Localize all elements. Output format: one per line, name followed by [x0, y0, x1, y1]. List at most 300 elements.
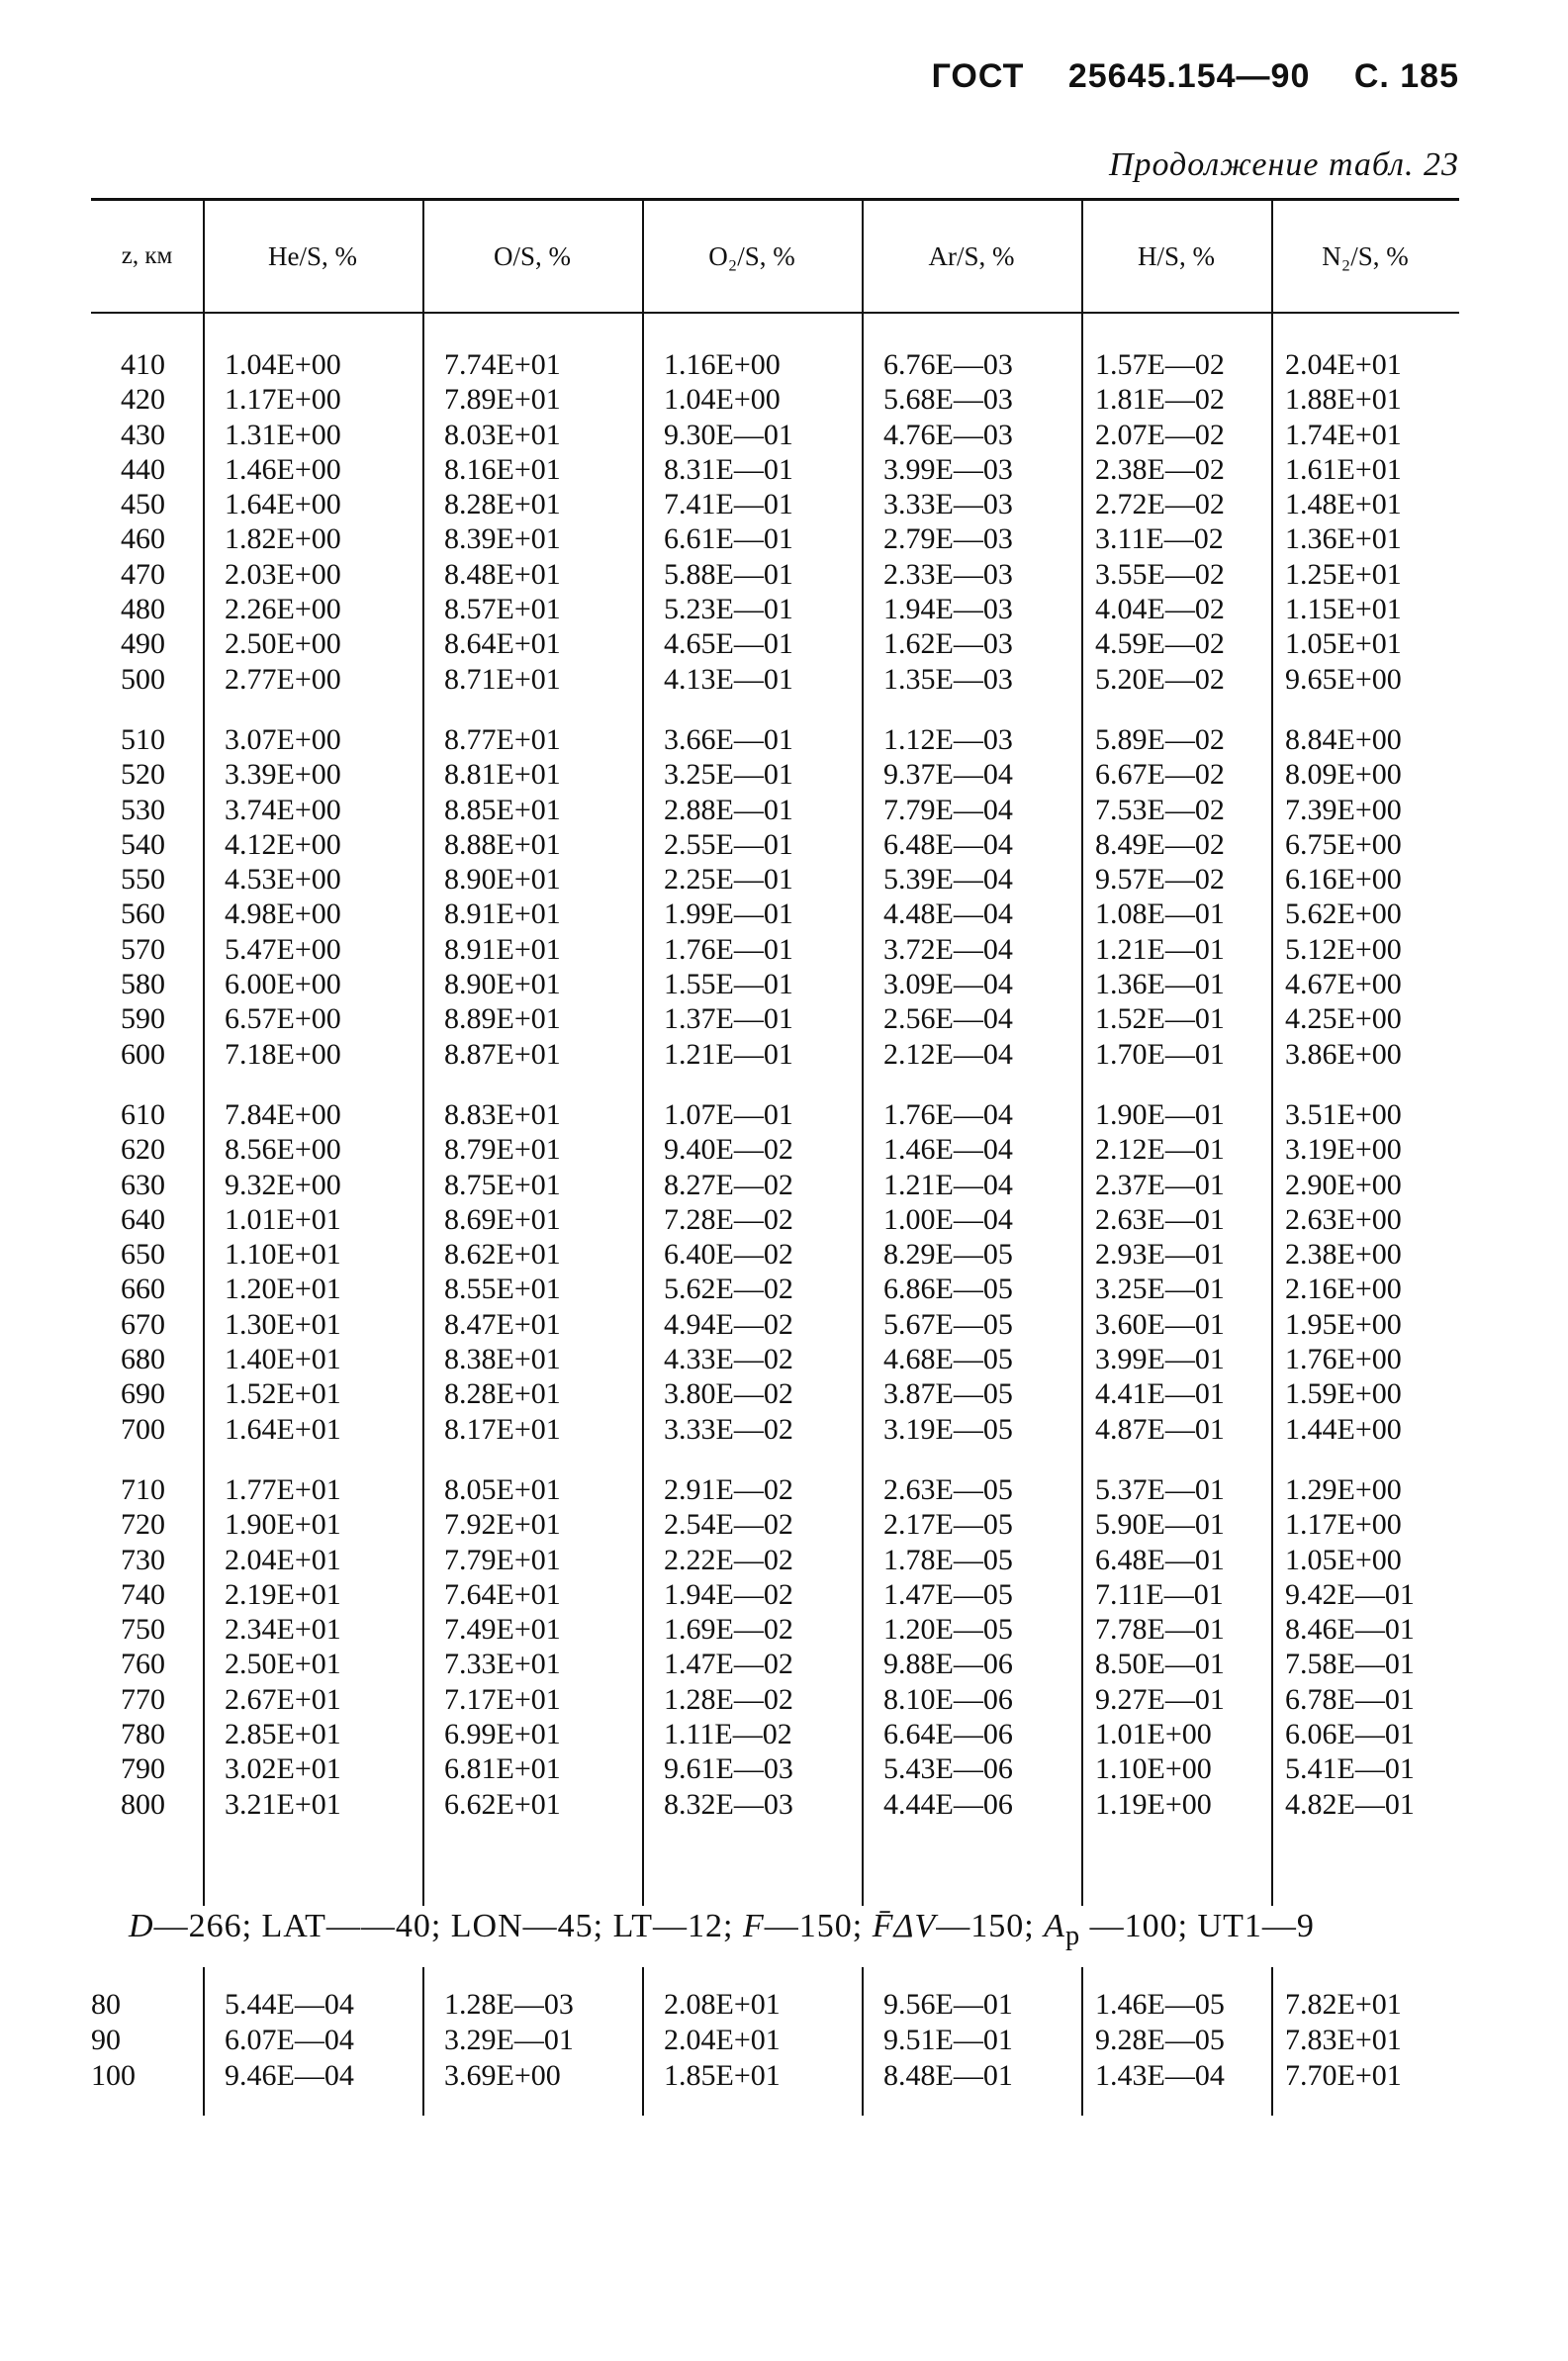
cell-ar: 2.56E—04	[883, 1002, 1013, 1036]
column-header-he: He/S, %	[268, 240, 357, 271]
table-row	[91, 1132, 1459, 1167]
cell-h: 4.04E—02	[1095, 593, 1225, 626]
cell-o: 8.87E+01	[444, 1037, 561, 1071]
cell-altitude: 670	[121, 1307, 165, 1341]
cell-he: 5.44E—04	[225, 1988, 354, 2021]
cell-o2: 1.28E—02	[664, 1682, 793, 1716]
cell-altitude: 550	[121, 863, 165, 897]
cell-o2: 5.23E—01	[664, 593, 793, 626]
table-row	[91, 862, 1459, 897]
cell-ar: 6.48E—04	[883, 827, 1013, 861]
cell-n2: 1.29E+00	[1285, 1472, 1402, 1506]
cell-o2: 6.61E—01	[664, 522, 793, 556]
cell-ar: 2.79E—03	[883, 522, 1013, 556]
cell-o2: 1.11E—02	[664, 1717, 792, 1750]
cell-o: 8.16E+01	[444, 452, 561, 486]
cell-ar: 3.87E—05	[883, 1377, 1013, 1411]
cell-o: 8.81E+01	[444, 758, 561, 792]
cell-he: 4.98E+00	[225, 897, 341, 931]
cell-o2: 1.76E—01	[664, 932, 793, 966]
cell-he: 1.20E+01	[225, 1273, 341, 1306]
cell-h: 3.55E—02	[1095, 557, 1225, 591]
cell-he: 1.04E+00	[225, 348, 341, 381]
cell-ar: 6.86E—05	[883, 1273, 1013, 1306]
cell-ar: 1.20E—05	[883, 1613, 1013, 1647]
cell-n2: 2.90E+00	[1285, 1168, 1402, 1201]
cell-ar: 5.67E—05	[883, 1307, 1013, 1341]
cell-o2: 1.55E—01	[664, 968, 793, 1001]
table-row	[91, 1272, 1459, 1306]
cell-he: 6.00E+00	[225, 968, 341, 1001]
cell-o: 8.48E+01	[444, 557, 561, 591]
cell-altitude: 540	[121, 827, 165, 861]
table-row	[91, 722, 1459, 757]
cell-o: 8.62E+01	[444, 1238, 561, 1272]
cell-he: 1.30E+01	[225, 1307, 341, 1341]
cell-h: 7.53E—02	[1095, 793, 1225, 826]
cell-he: 2.04E+01	[225, 1543, 341, 1576]
cell-ar: 2.12E—04	[883, 1037, 1013, 1071]
cell-o: 8.03E+01	[444, 418, 561, 451]
cell-altitude: 710	[121, 1472, 165, 1506]
cell-ar: 5.43E—06	[883, 1752, 1013, 1786]
cell-o2: 2.25E—01	[664, 863, 793, 897]
table-caption: Продолжение табл. 23	[1108, 146, 1459, 183]
cell-he: 2.50E+00	[225, 627, 341, 661]
cell-n2: 3.86E+00	[1285, 1037, 1402, 1071]
cell-o: 8.90E+01	[444, 863, 561, 897]
cell-o2: 3.66E—01	[664, 722, 793, 756]
cell-ar: 1.00E—04	[883, 1202, 1013, 1236]
cell-o2: 1.37E—01	[664, 1002, 793, 1036]
table-row	[91, 1001, 1459, 1036]
cell-o2: 1.04E+00	[664, 383, 781, 417]
cell-altitude: 640	[121, 1202, 165, 1236]
cell-n2: 3.51E+00	[1285, 1097, 1402, 1131]
cell-o: 8.39E+01	[444, 522, 561, 556]
cell-he: 2.50E+01	[225, 1648, 341, 1681]
cell-o: 8.57E+01	[444, 593, 561, 626]
cell-he: 1.90E+01	[225, 1508, 341, 1542]
cell-he: 1.40E+01	[225, 1343, 341, 1376]
cell-n2: 1.76E+00	[1285, 1343, 1402, 1376]
table-row	[91, 1307, 1459, 1342]
cell-ar: 1.21E—04	[883, 1168, 1013, 1201]
table-row	[91, 1412, 1459, 1447]
table-row	[91, 1168, 1459, 1202]
table-header-row	[91, 201, 1459, 312]
cell-ar: 4.48E—04	[883, 897, 1013, 931]
table-row	[91, 557, 1459, 592]
cell-ar: 1.76E—04	[883, 1097, 1013, 1131]
cell-h: 7.78E—01	[1095, 1613, 1225, 1647]
cell-ar: 5.68E—03	[883, 383, 1013, 417]
cell-altitude: 90	[91, 2024, 121, 2056]
cell-ar: 3.72E—04	[883, 932, 1013, 966]
cell-altitude: 760	[121, 1648, 165, 1681]
cell-o2: 4.65E—01	[664, 627, 793, 661]
cell-o: 6.81E+01	[444, 1752, 561, 1786]
cell-n2: 1.48E+01	[1285, 488, 1402, 521]
cell-altitude: 630	[121, 1168, 165, 1201]
cell-he: 9.32E+00	[225, 1168, 341, 1201]
cell-altitude: 520	[121, 758, 165, 792]
cell-ar: 9.56E—01	[883, 1988, 1013, 2021]
cell-altitude: 80	[91, 1988, 121, 2021]
table-row	[91, 662, 1459, 697]
cell-altitude: 440	[121, 452, 165, 486]
cell-o: 8.83E+01	[444, 1097, 561, 1131]
param-fdv-value: —150;	[936, 1908, 1045, 1944]
cell-h: 1.52E—01	[1095, 1002, 1225, 1036]
cell-h: 1.21E—01	[1095, 932, 1225, 966]
cell-ar: 4.68E—05	[883, 1343, 1013, 1376]
cell-ar: 9.37E—04	[883, 758, 1013, 792]
cell-altitude: 770	[121, 1682, 165, 1716]
cell-he: 1.17E+00	[225, 383, 341, 417]
cell-ar: 7.79E—04	[883, 793, 1013, 826]
cell-altitude: 600	[121, 1037, 165, 1071]
cell-altitude: 610	[121, 1097, 165, 1131]
cell-h: 3.60E—01	[1095, 1307, 1225, 1341]
cell-o: 8.69E+01	[444, 1202, 561, 1236]
cell-o: 8.85E+01	[444, 793, 561, 826]
cell-he: 1.77E+01	[225, 1472, 341, 1506]
cell-n2: 9.42E—01	[1285, 1577, 1415, 1611]
cell-n2: 1.59E+00	[1285, 1377, 1402, 1411]
table-row	[91, 1987, 1459, 2023]
cell-h: 4.87E—01	[1095, 1412, 1225, 1446]
cell-h: 2.37E—01	[1095, 1168, 1225, 1201]
cell-altitude: 720	[121, 1508, 165, 1542]
cell-o: 8.55E+01	[444, 1273, 561, 1306]
cell-he: 3.39E+00	[225, 758, 341, 792]
cell-n2: 4.82E—01	[1285, 1787, 1415, 1821]
cell-ar: 2.33E—03	[883, 557, 1013, 591]
cell-n2: 1.17E+00	[1285, 1508, 1402, 1542]
cell-n2: 1.95E+00	[1285, 1307, 1402, 1341]
cell-o2: 2.22E—02	[664, 1543, 793, 1576]
cell-n2: 5.41E—01	[1285, 1752, 1415, 1786]
table-row	[91, 967, 1459, 1001]
param-fdv-symbol: F̄ΔV	[872, 1908, 937, 1944]
cell-o2: 1.47E—02	[664, 1648, 793, 1681]
cell-altitude: 420	[121, 383, 165, 417]
column-header-h: H/S, %	[1137, 240, 1215, 271]
cell-he: 6.07E—04	[225, 2024, 354, 2056]
cell-o: 8.28E+01	[444, 1377, 561, 1411]
cell-n2: 6.75E+00	[1285, 827, 1402, 861]
cell-he: 7.84E+00	[225, 1097, 341, 1131]
table-row	[91, 793, 1459, 827]
cell-o2: 7.41E—01	[664, 488, 793, 521]
cell-h: 1.01E+00	[1095, 1717, 1212, 1750]
cell-he: 1.46E+00	[225, 452, 341, 486]
table-row	[91, 1647, 1459, 1681]
cell-ar: 6.76E—03	[883, 348, 1013, 381]
column-header-ar: Ar/S, %	[928, 240, 1015, 271]
page-header	[932, 57, 1459, 96]
cell-n2: 4.25E+00	[1285, 1002, 1402, 1036]
cell-n2: 9.65E+00	[1285, 662, 1402, 696]
row-group	[91, 722, 1459, 1072]
cell-altitude: 620	[121, 1133, 165, 1167]
cell-altitude: 480	[121, 593, 165, 626]
cell-h: 3.25E—01	[1095, 1273, 1225, 1306]
cell-h: 2.72E—02	[1095, 488, 1225, 521]
param-f-symbol: F	[742, 1908, 765, 1944]
cell-o2: 1.16E+00	[664, 348, 781, 381]
cell-n2: 2.38E+00	[1285, 1238, 1402, 1272]
table-row	[91, 932, 1459, 967]
cell-o: 8.47E+01	[444, 1307, 561, 1341]
table-row	[91, 347, 1459, 382]
cell-n2: 5.12E+00	[1285, 932, 1402, 966]
cell-n2: 5.62E+00	[1285, 897, 1402, 931]
cell-o2: 4.13E—01	[664, 662, 793, 696]
cell-he: 2.19E+01	[225, 1577, 341, 1611]
cell-o2: 2.54E—02	[664, 1508, 793, 1542]
cell-h: 6.67E—02	[1095, 758, 1225, 792]
cell-ar: 3.33E—03	[883, 488, 1013, 521]
cell-ar: 3.09E—04	[883, 968, 1013, 1001]
table-row	[91, 626, 1459, 661]
cell-ar: 8.29E—05	[883, 1238, 1013, 1272]
column-header-o2: O₂/S, %	[708, 240, 795, 271]
cell-h: 1.08E—01	[1095, 897, 1225, 931]
cell-ar: 8.10E—06	[883, 1682, 1013, 1716]
cell-he: 1.64E+00	[225, 488, 341, 521]
cell-h: 1.81E—02	[1095, 383, 1225, 417]
cell-ar: 1.35E—03	[883, 662, 1013, 696]
cell-h: 3.99E—01	[1095, 1343, 1225, 1376]
cell-o: 8.28E+01	[444, 488, 561, 521]
cell-altitude: 100	[91, 2059, 136, 2092]
cell-o2: 3.80E—02	[664, 1377, 793, 1411]
table-row	[91, 827, 1459, 862]
cell-n2: 7.82E+01	[1285, 1988, 1402, 2021]
cell-ar: 2.63E—05	[883, 1472, 1013, 1506]
row-group	[91, 1097, 1459, 1447]
cell-o2: 2.04E+01	[664, 2024, 781, 2056]
cell-o2: 4.33E—02	[664, 1343, 793, 1376]
column-header-altitude: z, км	[121, 242, 173, 269]
table-row	[91, 1472, 1459, 1507]
cell-altitude: 660	[121, 1273, 165, 1306]
cell-ar: 1.78E—05	[883, 1543, 1013, 1576]
cell-o2: 1.69E—02	[664, 1613, 793, 1647]
cell-n2: 1.44E+00	[1285, 1412, 1402, 1446]
cell-altitude: 730	[121, 1543, 165, 1576]
cell-he: 5.47E+00	[225, 932, 341, 966]
cell-o: 8.77E+01	[444, 722, 561, 756]
cell-o2: 8.31E—01	[664, 452, 793, 486]
param-f-value: —150;	[764, 1908, 873, 1944]
cell-h: 7.11E—01	[1095, 1577, 1224, 1611]
cell-he: 2.77E+00	[225, 662, 341, 696]
cell-h: 2.38E—02	[1095, 452, 1225, 486]
cell-altitude: 510	[121, 722, 165, 756]
cell-n2: 1.61E+01	[1285, 452, 1402, 486]
cell-n2: 8.84E+00	[1285, 722, 1402, 756]
cell-he: 7.18E+00	[225, 1037, 341, 1071]
cell-ar: 9.88E—06	[883, 1648, 1013, 1681]
cell-o2: 2.88E—01	[664, 793, 793, 826]
cell-h: 9.57E—02	[1095, 863, 1225, 897]
cell-altitude: 460	[121, 522, 165, 556]
cell-ar: 6.64E—06	[883, 1717, 1013, 1750]
cell-h: 9.28E—05	[1095, 2024, 1225, 2056]
cell-n2: 1.15E+01	[1285, 593, 1402, 626]
cell-ar: 1.47E—05	[883, 1577, 1013, 1611]
cell-ar: 1.12E—03	[883, 722, 1013, 756]
cell-o2: 2.91E—02	[664, 1472, 793, 1506]
param-d-value: —266; LAT——40; LON—45; LT—12;	[153, 1908, 743, 1944]
cell-h: 1.57E—02	[1095, 348, 1225, 381]
data-table	[91, 198, 1459, 1847]
cell-o: 8.64E+01	[444, 627, 561, 661]
table-row	[91, 2058, 1459, 2094]
table-row	[91, 1543, 1459, 1577]
cell-o: 7.79E+01	[444, 1543, 561, 1576]
cell-altitude: 530	[121, 793, 165, 826]
cell-o: 3.29E—01	[444, 2024, 574, 2056]
table-row	[91, 487, 1459, 521]
cell-o2: 8.27E—02	[664, 1168, 793, 1201]
cell-altitude: 580	[121, 968, 165, 1001]
cell-o2: 1.07E—01	[664, 1097, 793, 1131]
table-row	[91, 897, 1459, 931]
cell-he: 1.52E+01	[225, 1377, 341, 1411]
cell-he: 2.03E+00	[225, 557, 341, 591]
cell-o: 1.28E—03	[444, 1988, 574, 2021]
cell-n2: 7.83E+01	[1285, 2024, 1402, 2056]
cell-he: 3.21E+01	[225, 1787, 341, 1821]
cell-altitude: 590	[121, 1002, 165, 1036]
cell-ar: 8.48E—01	[883, 2059, 1013, 2092]
cell-o2: 3.25E—01	[664, 758, 793, 792]
table-row	[91, 2023, 1459, 2058]
cell-o2: 1.99E—01	[664, 897, 793, 931]
table-row	[91, 452, 1459, 487]
cell-o: 8.79E+01	[444, 1133, 561, 1167]
cell-altitude: 570	[121, 932, 165, 966]
cell-h: 1.90E—01	[1095, 1097, 1225, 1131]
cell-n2: 7.58E—01	[1285, 1648, 1415, 1681]
cell-h: 1.36E—01	[1095, 968, 1225, 1001]
cell-h: 2.93E—01	[1095, 1238, 1225, 1272]
cell-h: 8.49E—02	[1095, 827, 1225, 861]
cell-altitude: 750	[121, 1613, 165, 1647]
cell-n2: 1.05E+01	[1285, 627, 1402, 661]
cell-n2: 1.25E+01	[1285, 557, 1402, 591]
cell-o: 8.75E+01	[444, 1168, 561, 1201]
cell-he: 2.26E+00	[225, 593, 341, 626]
cell-o: 6.62E+01	[444, 1787, 561, 1821]
cell-he: 4.12E+00	[225, 827, 341, 861]
cell-o2: 9.61E—03	[664, 1752, 793, 1786]
table-row	[91, 1682, 1459, 1717]
cell-ar: 1.62E—03	[883, 627, 1013, 661]
cell-ar: 1.46E—04	[883, 1133, 1013, 1167]
cell-h: 1.70E—01	[1095, 1037, 1225, 1071]
cell-h: 5.20E—02	[1095, 662, 1225, 696]
cell-he: 3.74E+00	[225, 793, 341, 826]
cell-h: 9.27E—01	[1095, 1682, 1225, 1716]
cell-n2: 8.46E—01	[1285, 1613, 1415, 1647]
cell-he: 6.57E+00	[225, 1002, 341, 1036]
table-body	[91, 314, 1459, 1822]
table-row	[91, 1237, 1459, 1272]
cell-o2: 7.28E—02	[664, 1202, 793, 1236]
cell-altitude: 700	[121, 1412, 165, 1446]
cell-o: 7.92E+01	[444, 1508, 561, 1542]
cell-he: 2.34E+01	[225, 1613, 341, 1647]
table-row	[91, 592, 1459, 626]
cell-altitude: 740	[121, 1577, 165, 1611]
cell-altitude: 560	[121, 897, 165, 931]
cell-n2: 7.70E+01	[1285, 2059, 1402, 2092]
cell-n2: 7.39E+00	[1285, 793, 1402, 826]
param-ap-value: —100; UT1—9	[1080, 1908, 1315, 1944]
table-row	[91, 1751, 1459, 1786]
cell-o: 7.49E+01	[444, 1613, 561, 1647]
table-row	[91, 521, 1459, 556]
cell-h: 5.37E—01	[1095, 1472, 1225, 1506]
table-row	[91, 1097, 1459, 1132]
cell-n2: 1.74E+01	[1285, 418, 1402, 451]
cell-o2: 5.88E—01	[664, 557, 793, 591]
cell-n2: 6.78E—01	[1285, 1682, 1415, 1716]
cell-o: 8.91E+01	[444, 932, 561, 966]
cell-o: 8.05E+01	[444, 1472, 561, 1506]
table-row	[91, 1037, 1459, 1072]
cell-h: 5.90E—01	[1095, 1508, 1225, 1542]
cell-o: 6.99E+01	[444, 1717, 561, 1750]
cell-o: 3.69E+00	[444, 2059, 561, 2092]
cell-h: 6.48E—01	[1095, 1543, 1225, 1576]
cell-h: 1.10E+00	[1095, 1752, 1212, 1786]
table-row	[91, 1717, 1459, 1751]
cell-ar: 3.19E—05	[883, 1412, 1013, 1446]
cell-he: 9.46E—04	[225, 2059, 354, 2092]
cell-o: 8.38E+01	[444, 1343, 561, 1376]
cell-he: 3.07E+00	[225, 722, 341, 756]
cell-altitude: 680	[121, 1343, 165, 1376]
cell-h: 1.46E—05	[1095, 1988, 1225, 2021]
cell-n2: 1.05E+00	[1285, 1543, 1402, 1576]
cell-he: 8.56E+00	[225, 1133, 341, 1167]
table-row	[91, 382, 1459, 417]
data-table-secondary	[91, 1967, 1459, 2094]
cell-o: 7.74E+01	[444, 348, 561, 381]
page-number: С. 185	[1353, 57, 1459, 95]
cell-n2: 1.36E+01	[1285, 522, 1402, 556]
table-row	[91, 757, 1459, 792]
conditions-line	[129, 1908, 1315, 1952]
cell-n2: 1.88E+01	[1285, 383, 1402, 417]
cell-he: 1.64E+01	[225, 1412, 341, 1446]
cell-altitude: 650	[121, 1238, 165, 1272]
cell-h: 2.12E—01	[1095, 1133, 1225, 1167]
cell-h: 8.50E—01	[1095, 1648, 1225, 1681]
cell-n2: 8.09E+00	[1285, 758, 1402, 792]
cell-o2: 5.62E—02	[664, 1273, 793, 1306]
column-header-o: O/S, %	[493, 240, 571, 271]
table-row	[91, 1202, 1459, 1237]
table-row	[91, 1612, 1459, 1647]
cell-o2: 2.55E—01	[664, 827, 793, 861]
